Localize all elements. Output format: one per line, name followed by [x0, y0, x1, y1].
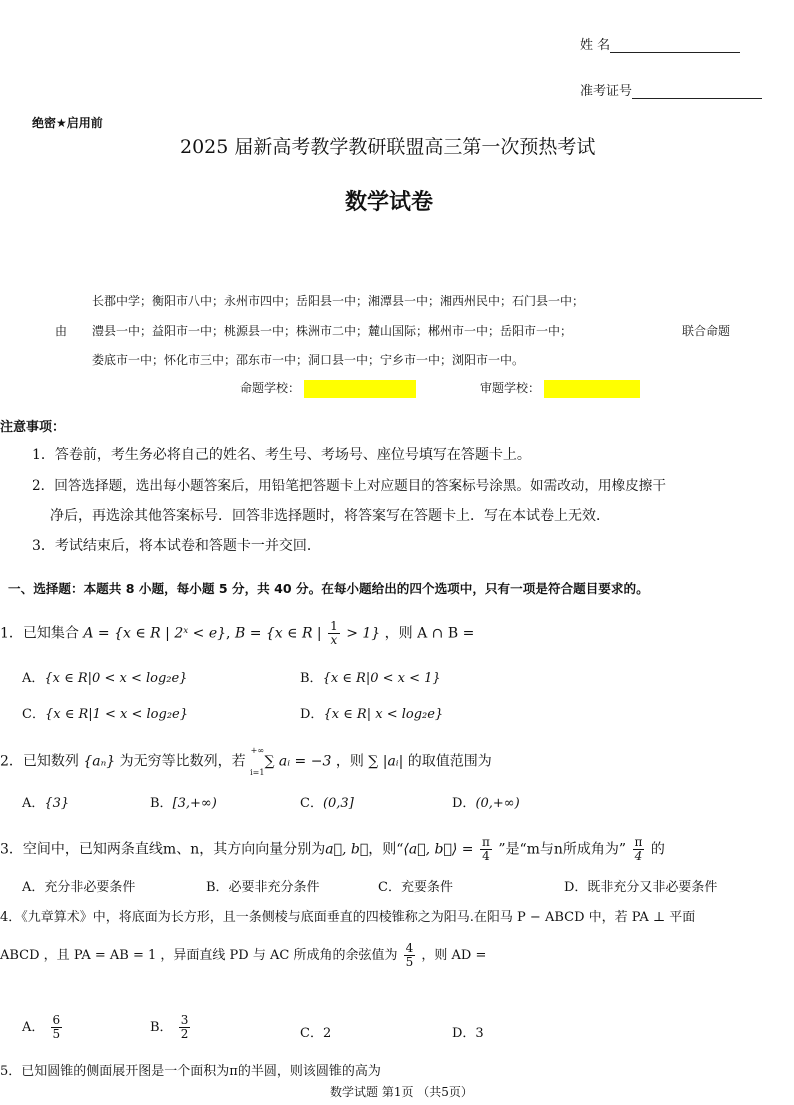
q1-frac-den: x: [330, 633, 338, 647]
q4-cos-num: 4: [405, 941, 414, 955]
q4-line-2-post: ，则 AD =: [421, 948, 487, 963]
name-label: 姓 名: [580, 38, 611, 53]
q1-set-b-fraction: [328, 620, 340, 647]
q2-sum-sign: [255, 755, 259, 768]
q3-angle-fraction: [480, 836, 492, 863]
q1-tail: ，则 A ∩ B =: [384, 625, 475, 642]
q5-number: 5．: [0, 1064, 22, 1079]
q4-option-a: [22, 1014, 64, 1041]
q2-option-d-label: D．: [452, 796, 476, 811]
q4-option-d: D．3: [452, 1026, 484, 1041]
q1-option-c-label: C．: [22, 707, 45, 722]
q4-option-b-den: 2: [180, 1027, 189, 1041]
q2-option-c-label: C．: [300, 796, 323, 811]
q2-sum-bottom: i=1: [250, 768, 265, 777]
question-5: [0, 1060, 381, 1079]
question-1: 1．已知集合 A = {x ∈ R | 2ˣ < e}, B = {x ∈ R | $\frac{1}{x}$ > 1} ，则 A ∩ B =: [0, 619, 475, 647]
q2-option-a-text: {3}: [44, 796, 70, 811]
q4-cos-den: 5: [405, 955, 414, 969]
q1-option-b-label: B．: [300, 671, 323, 686]
exam-number-label: 准考证号: [580, 84, 633, 99]
question-4-line-1: [0, 906, 695, 925]
q3-frac-den: 4: [482, 849, 490, 863]
q4-number: 4．: [0, 910, 22, 925]
q4-line-2-pre: ABCD ，且 PA = AB = 1 ，异面直线 PD 与 AC 所成角的余弦值为: [0, 948, 398, 963]
question-3: [0, 836, 665, 863]
reviewer-school: [480, 379, 640, 398]
q2-option-b: [150, 792, 217, 811]
q2-stem-1: 已知数列: [22, 753, 79, 770]
q2-option-a: [22, 792, 69, 811]
q4-option-a-num: 6: [52, 1013, 61, 1027]
q4-option-a-fraction: [51, 1014, 63, 1041]
q2-option-c-text: (0,3]: [322, 796, 354, 811]
q2-stem-3: ，则: [335, 753, 364, 770]
q1-option-c-text: {x ∈ R|1 < x < log₂e}: [44, 707, 189, 722]
q3-option-a: A．充分非必要条件: [22, 880, 136, 895]
section-1-heading: 一、选择题：本题共 8 小题，每小题 5 分，共 40 分。在每小题给出的四个选项中，只有一项是符合题目要求的。: [8, 581, 649, 596]
schools-line-1: 长郡中学；衡阳市八中；永州市四中；岳阳县一中；湘潭县一中；湘西州民中；石门县一中；: [92, 294, 585, 308]
q1-stem: 已知集合: [22, 625, 79, 642]
schools-line-2: 澧县一中；益阳市一中；桃源县一中；株洲市二中；麓山国际；郴州市一中；岳阳市一中；: [92, 324, 573, 338]
q2-option-d: [452, 792, 520, 811]
question-2: [0, 746, 492, 777]
proposer-school: [240, 379, 416, 398]
q3-option-d: D．既非充分又非必要条件: [564, 880, 718, 895]
exam-title: 2025 届新高考教学教研联盟高三第一次预热考试: [180, 136, 596, 158]
q3-frac2-num: π: [634, 835, 643, 849]
reviewer-label: 审题学校：: [480, 381, 541, 395]
proposer-label: 命题学校：: [240, 381, 301, 395]
q4-option-a-den: 5: [52, 1027, 61, 1041]
note-3: 3．考试结束后，将本试卷和答题卡一并交回．: [32, 538, 321, 554]
q2-stem-4: 的取值范围为: [407, 753, 492, 770]
q1-option-a-text: {x ∈ R|0 < x < log₂e}: [44, 671, 188, 686]
exam-number-blank: [632, 98, 762, 99]
q4-option-b-num: 3: [180, 1013, 189, 1027]
q2-sum-limits: [250, 746, 264, 777]
q1-option-b-text: {x ∈ R|0 < x < 1}: [322, 671, 441, 686]
q3-stem-3: ”是“m与n所成角为”: [498, 841, 627, 858]
q4-line-1: 《九章算术》中，将底面为长方形，且一条侧棱与底面垂直的四棱锥称之为阳马.在阳马 P − ABCD 中，若 PA ⊥ 平面: [21, 910, 696, 925]
proposer-highlight: [304, 380, 416, 398]
q3-stem-1: 空间中，已知两条直线m、n，其方向向量分别为: [22, 841, 326, 858]
q3-angle: ⟨a⃗, b⃗⟩ =: [403, 841, 474, 858]
q2-option-b-text: [3,+∞): [172, 796, 217, 811]
q2-stem-2: 为无穷等比数列，若: [119, 753, 246, 770]
q2-number: 2．: [0, 753, 23, 770]
q1-option-a: [22, 667, 187, 686]
q3-option-c: C．充要条件: [378, 880, 453, 895]
name-field: [580, 34, 740, 53]
q1-set-b-pre: B = {x ∈ R |: [234, 625, 322, 642]
name-blank: [610, 52, 740, 53]
q4-cos-fraction: [404, 942, 416, 969]
q5-stem: 已知圆锥的侧面展开图是一个面积为π的半圆，则该圆锥的高为: [21, 1064, 381, 1079]
q2-sum-2: ∑ |aᵢ|: [368, 753, 404, 770]
q1-option-a-label: A．: [22, 671, 45, 686]
q3-option-b: B．必要非充分条件: [206, 880, 320, 895]
q4-option-c: C．2: [300, 1026, 332, 1041]
q1-option-b: [300, 667, 441, 686]
q4-option-b: [150, 1014, 192, 1041]
q1-number: 1．: [0, 625, 23, 642]
q1-set-b-post: > 1}: [346, 625, 381, 642]
q1-option-c: [22, 703, 188, 722]
q4-option-a-label: A．: [22, 1020, 45, 1035]
q2-option-c: [300, 792, 354, 811]
q3-frac2-den: 4: [634, 849, 643, 863]
q3-angle-fraction-2: [633, 836, 645, 863]
q2-sum-1: ∑ aᵢ = −3: [264, 753, 332, 770]
schools-side-label: 由: [55, 324, 68, 338]
note-1: 1．答卷前，考生务必将自己的姓名、考生号、考场号、座位号填写在答题卡上。: [32, 447, 531, 463]
q3-stem-4: 的: [650, 841, 665, 858]
question-4-line-2: [0, 942, 486, 969]
notes-title: 注意事项：: [0, 420, 66, 435]
schools-line-3: 娄底市一中；怀化市三中；邵东市一中；洞口县一中；宁乡市一中；浏阳市一中。: [92, 353, 525, 367]
page-footer: 数学试题 第1页 （共5页）: [330, 1085, 473, 1099]
q2-sum-top: +∞: [250, 746, 264, 755]
q1-set-a: A = {x ∈ R | 2ˣ < e}: [83, 625, 227, 642]
q1-option-d: [300, 703, 443, 722]
q3-vectors: a⃗, b⃗: [325, 841, 369, 858]
q1-frac-num: 1: [330, 619, 338, 633]
q3-number: 3．: [0, 841, 23, 858]
subject-title: 数学试卷: [345, 190, 434, 215]
reviewer-highlight: [544, 380, 640, 398]
note-2b: 净后，再选涂其他答案标号．回答非选择题时，将答案写在答题卡上．写在本试卷上无效．: [50, 508, 610, 524]
note-2a: 2．回答选择题，选出每小题答案后，用铅笔把答题卡上对应题目的答案标号涂黑。如需改动，用橡皮擦干: [32, 478, 666, 494]
exam-number-field: [580, 80, 762, 99]
q1-option-d-text: {x ∈ R| x < log₂e}: [323, 707, 444, 722]
q3-stem-2: ，则“: [368, 841, 404, 858]
q2-sequence: {aₙ}: [83, 753, 116, 770]
q1-option-d-label: D．: [300, 707, 324, 722]
q2-option-a-label: A．: [22, 796, 45, 811]
joint-proposition-label: 联合命题: [682, 324, 731, 338]
q2-option-d-text: (0,+∞): [475, 796, 520, 811]
q3-frac-num: π: [481, 835, 490, 849]
q4-option-b-label: B．: [150, 1020, 173, 1035]
q4-option-b-fraction: [179, 1014, 191, 1041]
q2-option-b-label: B．: [150, 796, 173, 811]
confidential-mark: 绝密★启用前: [32, 116, 103, 130]
